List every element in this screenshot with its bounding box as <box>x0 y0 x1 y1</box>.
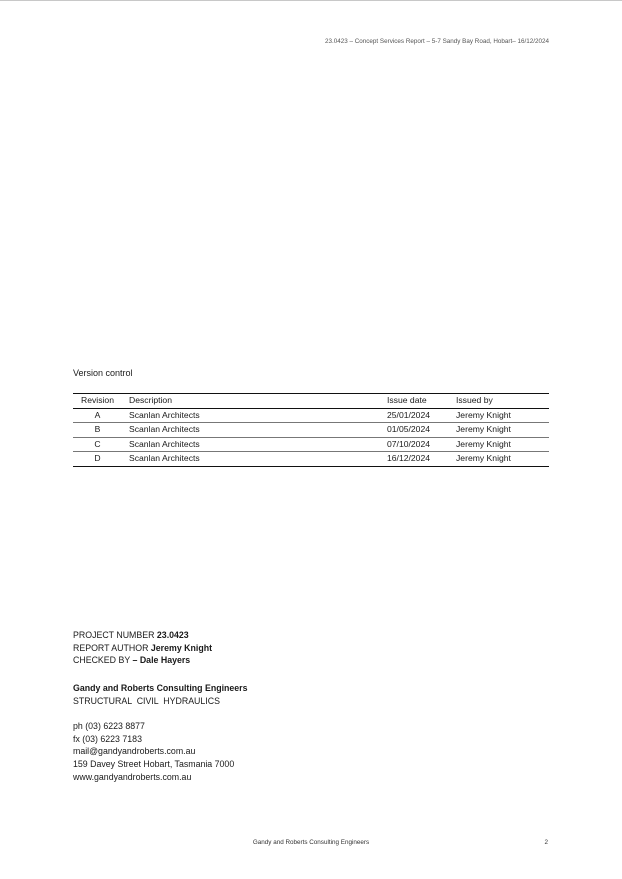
page-header: 23.0423 – Concept Services Report – 5-7 Sandy Bay Road, Hobart– 16/12/2024 <box>324 38 549 45</box>
issue-date-cell: 25/01/2024 <box>387 409 431 420</box>
column-header-description: Description <box>129 395 172 406</box>
report-author-value: Jeremy Knight <box>150 642 212 653</box>
footer-company: Gandy and Roberts Consulting Engineers <box>252 839 370 846</box>
issued-by-cell: Jeremy Knight <box>456 424 511 435</box>
description-cell: Scanlan Architects <box>129 424 200 435</box>
column-header-revision: Revision <box>81 395 114 406</box>
table-row <box>73 452 549 467</box>
revision-cell: D <box>94 453 101 464</box>
issue-date-cell: 16/12/2024 <box>387 453 431 464</box>
company-name <box>73 682 248 695</box>
contact-block <box>73 720 234 784</box>
contact-email[interactable]: mail@gandyandroberts.com.au <box>73 746 196 757</box>
company-name-text: Gandy and Roberts Consulting Engineers <box>73 683 248 693</box>
table-row <box>73 423 549 438</box>
project-number-label: PROJECT NUMBER <box>73 630 157 640</box>
contact-phone: ph (03) 6223 8877 <box>73 721 145 731</box>
page-number: 2 <box>544 839 548 846</box>
description-cell: Scanlan Architects <box>129 453 200 464</box>
description-cell: Scanlan Architects <box>129 409 200 420</box>
project-number-value: 23.0423 <box>156 630 189 640</box>
revision-cell: C <box>94 438 101 449</box>
report-author-label: REPORT AUTHOR <box>73 642 151 653</box>
table-row <box>73 437 549 452</box>
checked-by-label: CHECKED BY <box>73 655 133 666</box>
issued-by-cell: Jeremy Knight <box>456 409 511 420</box>
company-services: STRUCTURAL CIVIL HYDRAULICS <box>73 695 220 706</box>
table-row <box>73 408 549 423</box>
revision-cell: A <box>94 409 101 420</box>
checked-by-line <box>73 654 212 667</box>
issue-date-cell: 07/10/2024 <box>387 438 431 449</box>
table-header-row <box>73 394 549 409</box>
issue-date-cell: 01/05/2024 <box>387 424 431 435</box>
issued-by-cell: Jeremy Knight <box>456 438 511 449</box>
contact-address: 159 Davey Street Hobart, Tasmania 7000 <box>73 759 235 770</box>
issued-by-cell: Jeremy Knight <box>456 453 511 464</box>
company-block <box>73 682 248 707</box>
version-control-table <box>73 393 549 467</box>
report-author-line <box>73 642 212 655</box>
column-header-issue-date: Issue date <box>387 395 427 406</box>
checked-by-value: – Dale Hayers <box>132 655 191 666</box>
contact-website[interactable]: www.gandyandroberts.com.au <box>73 771 192 782</box>
column-header-issued-by: Issued by <box>456 395 493 406</box>
project-number-line <box>73 629 212 642</box>
page-top-border <box>0 0 622 1</box>
project-details <box>73 629 212 667</box>
version-control-title: Version control <box>73 368 133 378</box>
revision-cell: B <box>94 424 101 435</box>
contact-fax: fx (03) 6223 7183 <box>73 733 142 744</box>
description-cell: Scanlan Architects <box>129 438 200 449</box>
